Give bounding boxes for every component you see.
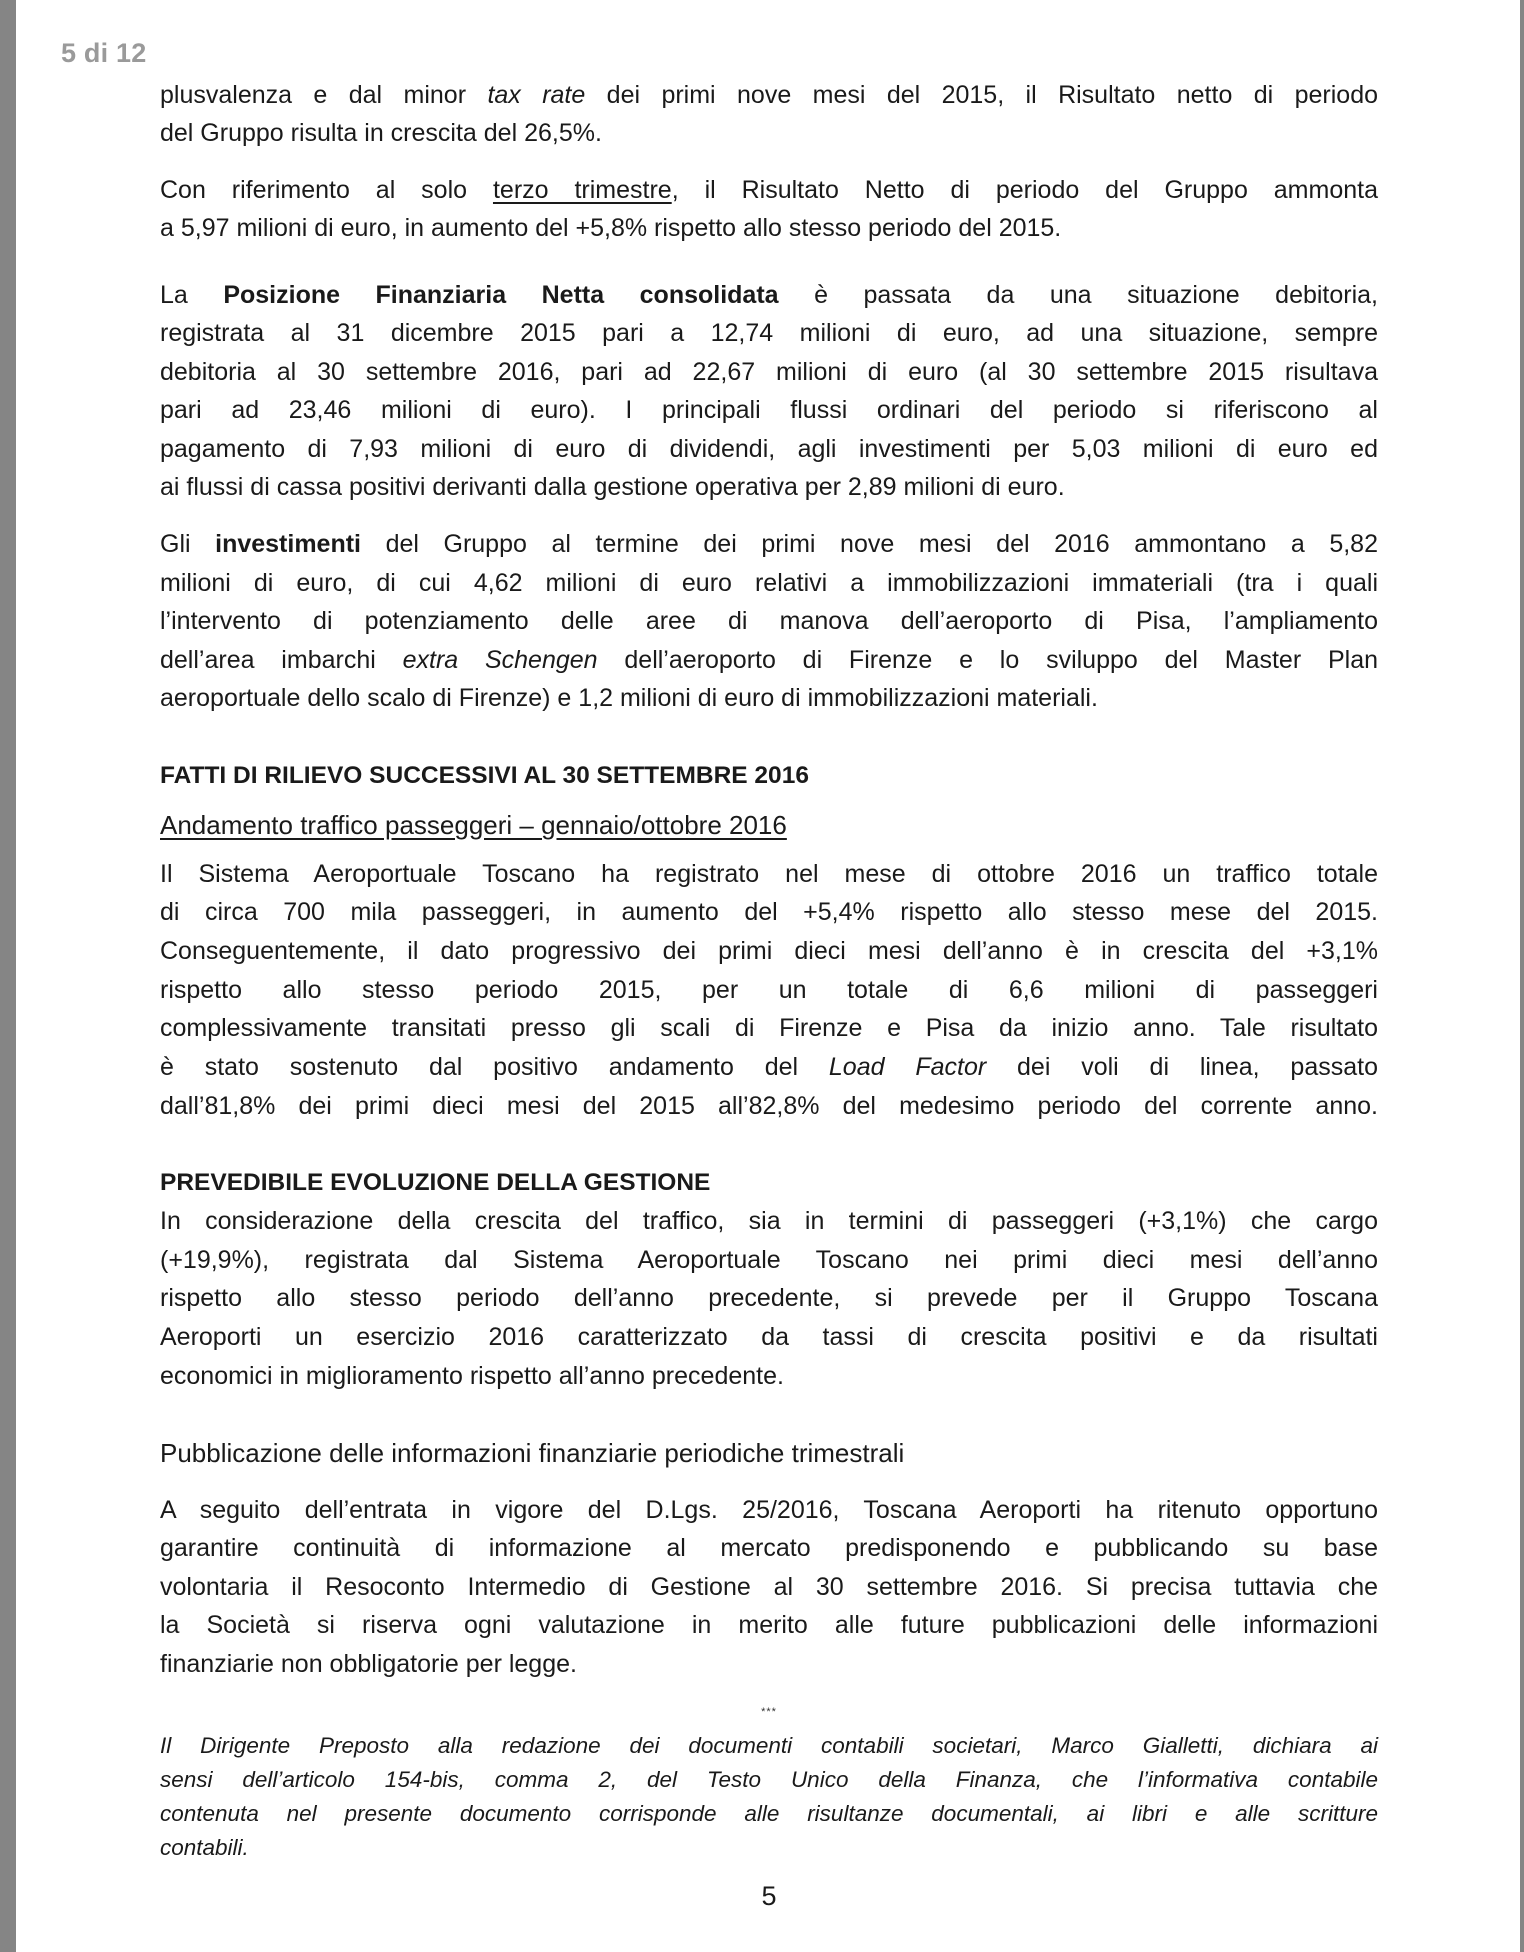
text-line: rispetto allo stesso periodo dell’anno precedente, si prevede per il Gruppo Toscana bbox=[160, 1284, 1378, 1312]
viewer-right-scrollbar[interactable] bbox=[1520, 0, 1524, 1952]
subheading-passenger-traffic: Andamento traffico passeggeri – gennaio/ottobre 2016 bbox=[160, 810, 787, 840]
text-line: Gli investimenti del Gruppo al termine dei primi nove mesi del 2016 ammontano a 5,82 bbox=[160, 530, 1378, 558]
text-line: complessivamente transitati presso gli scali di Firenze e Pisa da inizio anno. Tale risultato bbox=[160, 1014, 1378, 1042]
text-line: del Gruppo risulta in crescita del 26,5%. bbox=[160, 119, 602, 147]
text-line: l’intervento di potenziamento delle aree di manova dell’aeroporto di Pisa, l’ampliamento bbox=[160, 607, 1378, 635]
text-line: (+19,9%), registrata dal Sistema Aeroportuale Toscano nei primi dieci mesi dell’anno bbox=[160, 1246, 1378, 1274]
page-indicator: 5 di 12 bbox=[61, 38, 147, 68]
underlined-term: terzo trimestre bbox=[492, 176, 672, 204]
text-line: rispetto allo stesso periodo 2015, per un totale di 6,6 milioni di passeggeri bbox=[160, 976, 1378, 1004]
text-line: Il Dirigente Preposto alla redazione dei documenti contabili societari, Marco Gialletti, dichiara ai bbox=[160, 1733, 1378, 1758]
text-line: contabili. bbox=[160, 1835, 249, 1860]
text-line: debitoria al 30 settembre 2016, pari ad 22,67 milioni di euro (al 30 settembre 2015 risultava bbox=[160, 358, 1378, 386]
text-line: finanziarie non obbligatorie per legge. bbox=[160, 1650, 577, 1678]
text-line: ai flussi di cassa positivi derivanti dalla gestione operativa per 2,89 milioni di euro. bbox=[160, 473, 1065, 501]
text-line: volontaria il Resoconto Intermedio di Gestione al 30 settembre 2016. Si precisa tuttavia che bbox=[160, 1573, 1378, 1601]
text-line: a 5,97 milioni di euro, in aumento del +5,8% rispetto allo stesso periodo del 2015. bbox=[160, 214, 1062, 242]
text-line: garantire continuità di informazione al mercato predisponendo e pubblicando su base bbox=[160, 1534, 1378, 1562]
section-heading-subsequent-events: FATTI DI RILIEVO SUCCESSIVI AL 30 SETTEMBRE 2016 bbox=[160, 762, 809, 789]
text-line: Il Sistema Aeroportuale Toscano ha registrato nel mese di ottobre 2016 un traffico totale bbox=[160, 860, 1378, 888]
text-line: Con riferimento al solo terzo trimestre, il Risultato Netto di periodo del Gruppo ammonta bbox=[160, 176, 1378, 204]
bold-term: investimenti bbox=[215, 530, 361, 558]
text-line: dell’area imbarchi extra Schengen dell’aeroporto di Firenze e lo sviluppo del Master Plan bbox=[160, 646, 1378, 674]
text-line: è stato sostenuto dal positivo andamento del Load Factor dei voli di linea, passato bbox=[160, 1053, 1378, 1081]
emphasis: tax rate bbox=[487, 81, 586, 109]
text-line: pari ad 23,46 milioni di euro). I principali flussi ordinari del periodo si riferiscono al bbox=[160, 396, 1378, 424]
text-line: la Società si riserva ogni valutazione in merito alle future pubblicazioni delle informazioni bbox=[160, 1611, 1378, 1639]
bold-term: Posizione Finanziaria Netta consolidata bbox=[223, 281, 779, 309]
section-heading-outlook: PREVEDIBILE EVOLUZIONE DELLA GESTIONE bbox=[160, 1169, 711, 1196]
text-line: economici in miglioramento rispetto all’anno precedente. bbox=[160, 1362, 784, 1390]
text-line: In considerazione della crescita del traffico, sia in termini di passeggeri (+3,1%) che cargo bbox=[160, 1207, 1378, 1235]
text-line: registrata al 31 dicembre 2015 pari a 12,74 milioni di euro, ad una situazione, sempre bbox=[160, 319, 1378, 347]
page-number: 5 bbox=[761, 1881, 777, 1911]
text-line: di circa 700 mila passeggeri, in aumento del +5,4% rispetto allo stesso mese del 2015. bbox=[160, 898, 1378, 926]
text-line: aeroportuale dello scalo di Firenze) e 1,2 milioni di euro di immobilizzazioni materiali. bbox=[160, 684, 1098, 712]
section-separator: *** bbox=[761, 1706, 777, 1718]
text-line: Aeroporti un esercizio 2016 caratterizzato da tassi di crescita positivi e da risultati bbox=[160, 1323, 1378, 1351]
text-line: La Posizione Finanziaria Netta consolidata è passata da una situazione debitoria, bbox=[160, 281, 1379, 309]
text-line: sensi dell’articolo 154-bis, comma 2, del Testo Unico della Finanza, che l’informativa contabile bbox=[160, 1767, 1378, 1792]
text-line: Conseguentemente, il dato progressivo dei primi dieci mesi dell’anno è in crescita del +3,1% bbox=[160, 937, 1378, 965]
emphasis: Load Factor bbox=[828, 1053, 987, 1081]
text-line: contenuta nel presente documento corrisponde alle risultanze documentali, ai libri e alle scritture bbox=[160, 1801, 1378, 1826]
section-heading-quarterly-publication: Pubblicazione delle informazioni finanziarie periodiche trimestrali bbox=[160, 1438, 905, 1468]
viewer-left-gutter bbox=[0, 0, 16, 1952]
text-line: plusvalenza e dal minor tax rate dei primi nove mesi del 2015, il Risultato netto di periodo bbox=[160, 81, 1379, 109]
text-line: milioni di euro, di cui 4,62 milioni di euro relativi a immobilizzazioni immateriali (tra i quali bbox=[160, 569, 1378, 597]
text-line: pagamento di 7,93 milioni di euro di dividendi, agli investimenti per 5,03 milioni di euro ed bbox=[160, 435, 1378, 463]
emphasis: extra Schengen bbox=[402, 646, 598, 674]
text-line: A seguito dell’entrata in vigore del D.Lgs. 25/2016, Toscana Aeroporti ha ritenuto opportuno bbox=[160, 1496, 1378, 1524]
text-line: dall’81,8% dei primi dieci mesi del 2015 all’82,8% del medesimo periodo del corrente anno. bbox=[160, 1092, 1378, 1120]
